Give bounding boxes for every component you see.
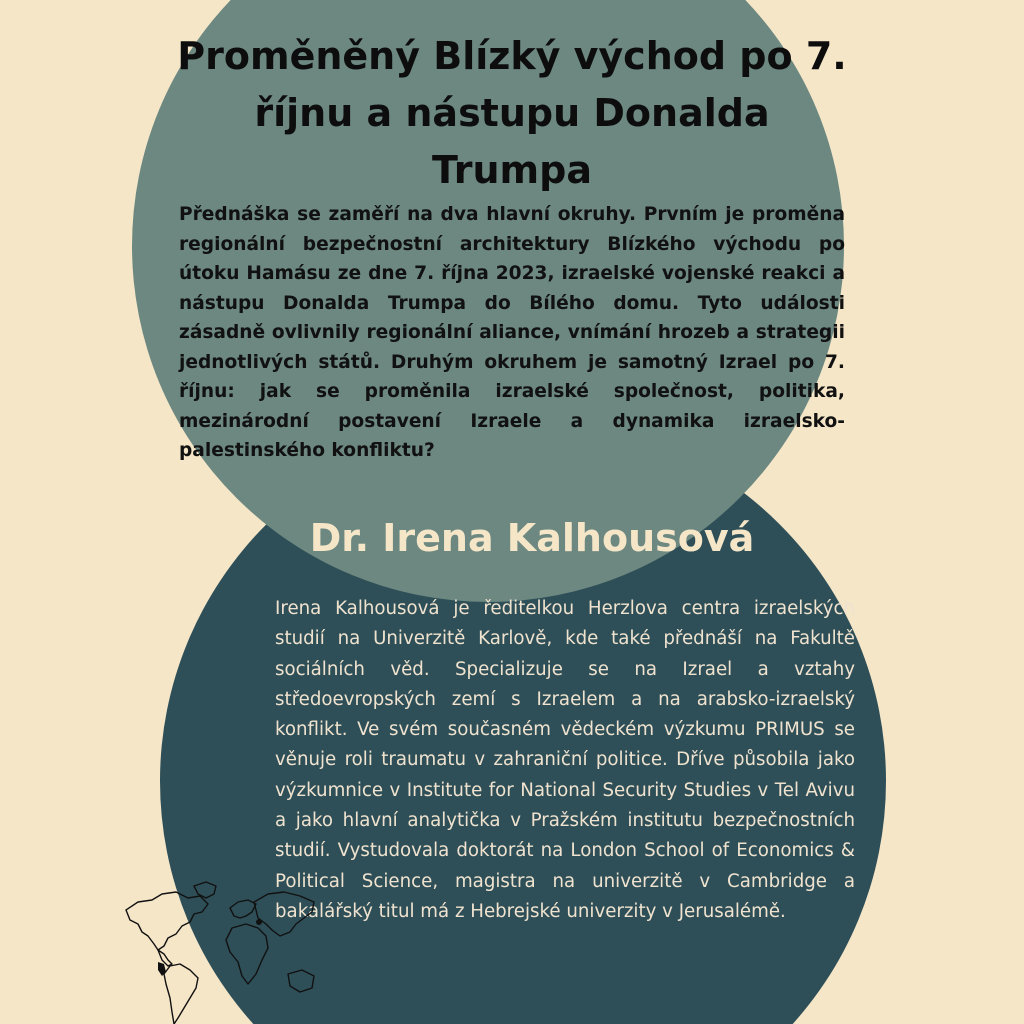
lecture-title: Proměněný Blízký východ po 7. říjnu a nástupu Donalda Trumpa bbox=[177, 34, 847, 192]
world-map-icon bbox=[118, 878, 318, 1024]
speaker-name: Dr. Irena Kalhousová bbox=[309, 516, 755, 560]
lecture-abstract: Přednáška se zaměří na dva hlavní okruhy. Prvním je proměna regionální bezpečnostní architektury Blízkého východu po útoku Hamásu ze dne 7. října 2023, izraelské vojenské reakci a nástupu Donalda Trumpa do Bílého domu. Tyto události zásadně ovlivnily regionální aliance, vnímání hrozeb a strategii jednotlivých států. Druhým okruhem je samotný Izrael po 7. říjnu: jak se proměnila izraelské společnost, politika, mezinárodní postavení Izraele a dynamika izraelsko-palestinského konfliktu? bbox=[179, 204, 845, 461]
speaker-bio: Irena Kalhousová je ředitelkou Herzlova centra izraelských studií na Univerzitě Karlově, kde také přednáší na Fakultě sociálních věd. Specializuje se na Izrael a vztahy středoevropských zemí s Izraelem a na arabsko-izraelský konflikt. Ve svém současném vědeckém výzkumu PRIMUS se věnuje roli traumatu v zahraniční politice. Dříve působila jako výzkumnice v Institute for National Security Studies v Tel Avivu a jako hlavní analytička v Pražském institutu bezpečnostních studií. Vystudovala doktorát na London School of Economics & Political Science, magistra na univerzitě v Cambridge a bakalářský titul má z Hebrejské univerzity v Jerusalémě. bbox=[275, 598, 855, 922]
